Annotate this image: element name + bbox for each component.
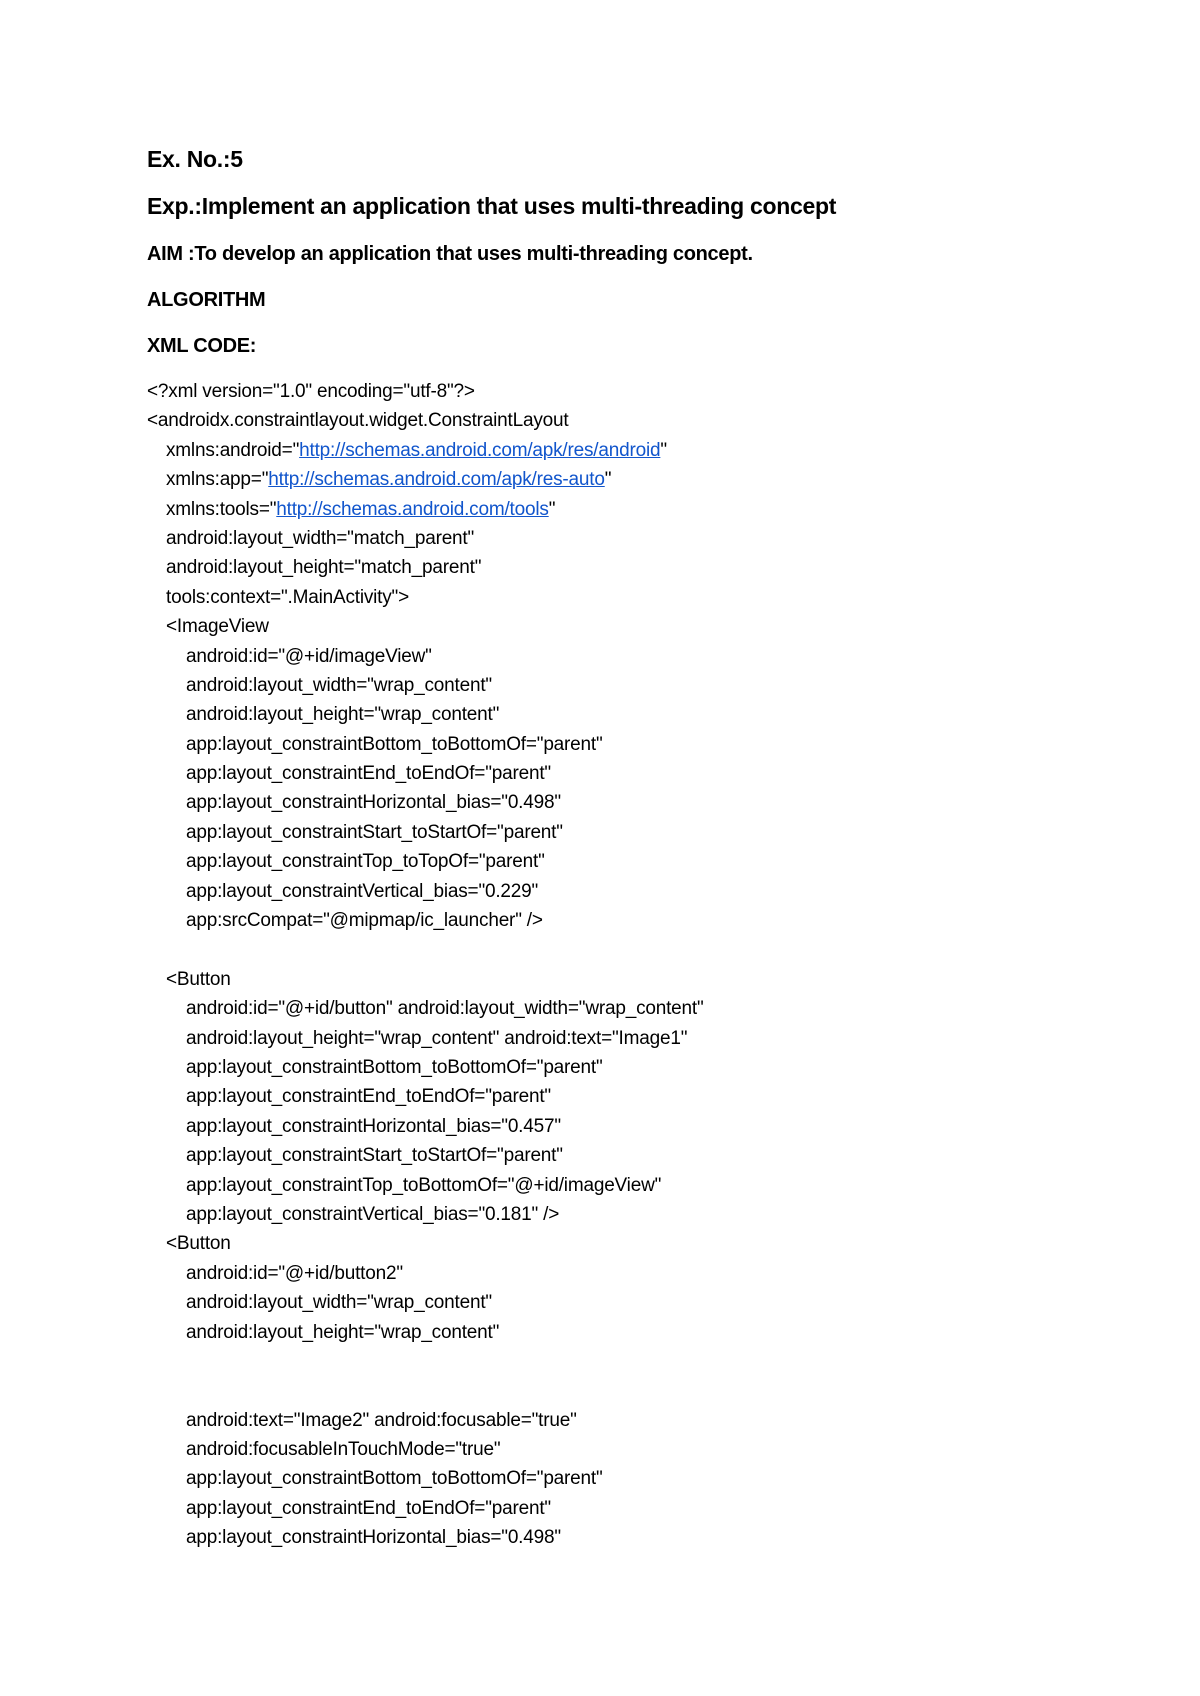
code-line: app:layout_constraintTop_toBottomOf="@+id/imageView" bbox=[186, 1174, 662, 1196]
code-line: app:layout_constraintHorizontal_bias="0.498" bbox=[186, 792, 561, 814]
code-text: xmlns:android=" bbox=[166, 439, 300, 461]
code-line: android:text="Image2" android:focusable="true" bbox=[186, 1409, 577, 1431]
code-line: app:layout_constraintEnd_toEndOf="parent" bbox=[186, 1497, 551, 1519]
xml-code-heading: XML CODE: bbox=[147, 335, 257, 357]
code-line: <ImageView bbox=[166, 616, 269, 638]
code-line: app:layout_constraintStart_toStartOf="parent" bbox=[186, 821, 563, 843]
code-line: android:layout_height="wrap_content" bbox=[186, 1321, 500, 1343]
code-text: xmlns:tools=" bbox=[166, 498, 277, 520]
code-line: app:layout_constraintBottom_toBottomOf="parent" bbox=[186, 1468, 603, 1490]
code-text: " bbox=[548, 498, 556, 520]
code-text: xmlns:app=" bbox=[166, 469, 269, 491]
code-line bbox=[147, 436, 1147, 465]
code-line: app:layout_constraintStart_toStartOf="parent" bbox=[186, 1145, 563, 1167]
code-line: android:layout_height="match_parent" bbox=[166, 557, 482, 579]
code-line: app:layout_constraintHorizontal_bias="0.457" bbox=[186, 1115, 561, 1137]
code-text: " bbox=[604, 469, 612, 491]
code-line bbox=[147, 465, 1147, 494]
code-line: tools:context=".MainActivity"> bbox=[166, 586, 409, 608]
algorithm-heading: ALGORITHM bbox=[147, 289, 266, 311]
code-line: android:id="@+id/button2" bbox=[186, 1262, 403, 1284]
exercise-number: Ex. No.:5 bbox=[147, 146, 243, 172]
code-line: android:focusableInTouchMode="true" bbox=[186, 1439, 501, 1461]
code-line: android:layout_width="match_parent" bbox=[166, 527, 475, 549]
code-line: android:id="@+id/imageView" bbox=[186, 645, 432, 667]
code-line: app:layout_constraintTop_toTopOf="parent" bbox=[186, 851, 545, 873]
code-line: app:layout_constraintBottom_toBottomOf="parent" bbox=[186, 1056, 603, 1078]
code-line: app:srcCompat="@mipmap/ic_launcher" /> bbox=[186, 910, 543, 932]
code-line: android:id="@+id/button" android:layout_width="wrap_content" bbox=[186, 998, 704, 1020]
code-line: app:layout_constraintVertical_bias="0.229" bbox=[186, 880, 539, 902]
code-line: <Button bbox=[166, 968, 231, 990]
code-line: android:layout_width="wrap_content" bbox=[186, 1292, 492, 1314]
code-line: app:layout_constraintBottom_toBottomOf="parent" bbox=[186, 733, 603, 755]
code-line: app:layout_constraintVertical_bias="0.181" /> bbox=[186, 1203, 560, 1225]
code-line bbox=[147, 495, 1147, 524]
schema-link-app[interactable]: http://schemas.android.com/apk/res-auto bbox=[268, 469, 605, 491]
code-line: android:layout_width="wrap_content" bbox=[186, 674, 492, 696]
xml-code-block bbox=[147, 377, 1147, 1553]
schema-link-android[interactable]: http://schemas.android.com/apk/res/android bbox=[299, 439, 661, 461]
blank-line bbox=[147, 1347, 1147, 1406]
schema-link-tools[interactable]: http://schemas.android.com/tools bbox=[276, 498, 549, 520]
code-line: android:layout_height="wrap_content" bbox=[186, 704, 500, 726]
code-line: android:layout_height="wrap_content" android:text="Image1" bbox=[186, 1027, 688, 1049]
code-text: " bbox=[660, 439, 667, 461]
aim-statement: AIM :To develop an application that uses multi-threading concept. bbox=[147, 243, 753, 265]
code-line: app:layout_constraintEnd_toEndOf="parent" bbox=[186, 763, 551, 785]
blank-line bbox=[147, 935, 1147, 964]
code-line: <?xml version="1.0" encoding="utf-8"?> bbox=[147, 381, 475, 402]
code-line: app:layout_constraintHorizontal_bias="0.498" bbox=[186, 1527, 561, 1549]
code-line: app:layout_constraintEnd_toEndOf="parent" bbox=[186, 1086, 551, 1108]
code-line: <Button bbox=[166, 1233, 231, 1255]
experiment-title: Exp.:Implement an application that uses multi-threading concept bbox=[147, 193, 837, 219]
code-line: <androidx.constraintlayout.widget.ConstraintLayout bbox=[147, 410, 569, 432]
